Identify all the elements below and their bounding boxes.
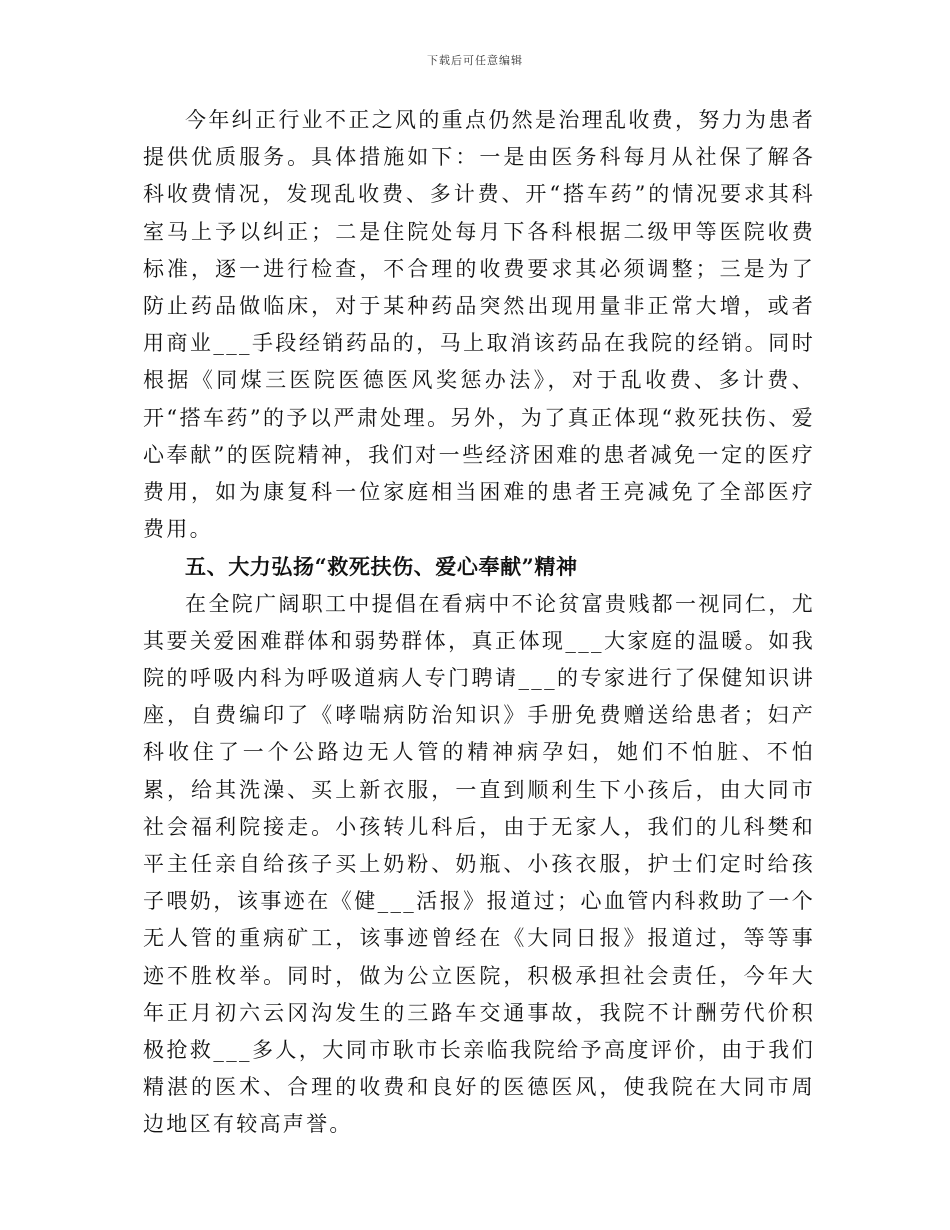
section-heading-five: 五、大力弘扬“救死扶伤、爱心奉献”精神 — [185, 554, 578, 580]
paragraph-fee-correction: 今年纠正行业不正之风的重点仍然是治理乱收费，努力为患者提供优质服务。具体措施如下：一是由医务科每月从社保了解各科收费情况，发现乱收费、多计费、开“搭车药”的情况要求其科室马上予以纠正；二是住院处每月下各科根据二级甲等医院收费标准，逐一进行检查，不合理的收费要求其必须调整；三是为了防止药品做临床，对于某种药品突然出现用量非正常大增，或者用商业___手段经销药品的，马上取消该药品在我院的经销。同时根据《同煤三医院医德医风奖惩办法》，对于乱收费、多计费、开“搭车药”的予以严肃处理。另外，为了真正体现“救死扶伤、爱心奉献”的医院精神，我们对一些经济困难的患者减免一定的医疗费用，如为康复科一位家庭相当困难的患者王亮减免了全部医疗费用。 — [143, 108, 815, 542]
document-body — [143, 102, 815, 1144]
paragraph-care-spirit: 在全院广阔职工中提倡在看病中不论贫富贵贱都一视同仁，尤其要关爱困难群体和弱势群体，真正体现___大家庭的温暖。如我院的呼吸内科为呼吸道病人专门聘请___的专家进行了保健知识讲座，自费编印了《哮喘病防治知识》手册免费赠送给患者；妇产科收住了一个公路边无人管的精神病孕妇，她们不怕脏、不怕累，给其洗澡、买上新衣服，一直到顺利生下小孩后，由大同市社会福利院接走。小孩转儿科后，由于无家人，我们的儿科樊和平主任亲自给孩子买上奶粉、奶瓶、小孩衣服，护士们定时给孩子喂奶，该事迹在《健___活报》报道过；心血管内科救助了一个无人管的重病矿工，该事迹曾经在《大同日报》报道过，等等事迹不胜枚举。同时，做为公立医院，积极承担社会责任，今年大年正月初六云冈沟发生的三路车交通事故，我院不计酬劳代价积极抢救___多人，大同市耿市长亲临我院给予高度评价，由于我们精湛的医术、合理的收费和良好的医德医风，使我院在大同市周边地区有较高声誉。 — [143, 591, 815, 1137]
page-header-note: 下载后可任意编辑 — [427, 54, 523, 67]
